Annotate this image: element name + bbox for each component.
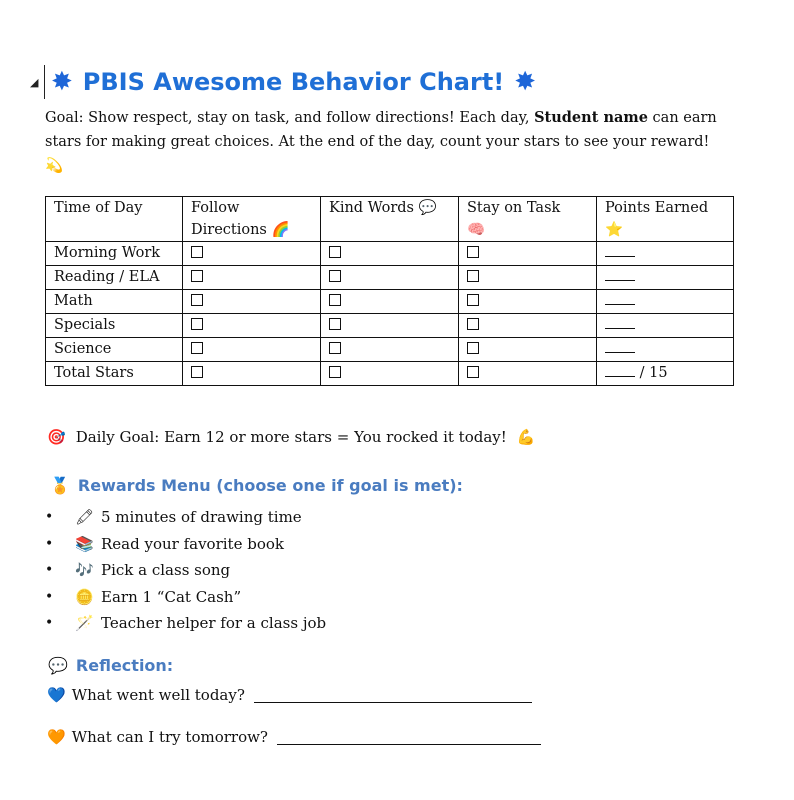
reflection-heading: 💬 Reflection: — [48, 656, 174, 675]
behavior-table — [45, 196, 734, 386]
checkbox[interactable] — [329, 342, 341, 354]
time-cell: Science — [46, 338, 183, 362]
checkbox[interactable] — [467, 318, 479, 330]
page-title: PBIS Awesome Behavior Chart! — [82, 68, 505, 96]
points-blank[interactable] — [605, 362, 635, 377]
header-follow-directions: Follow Directions 🌈 — [183, 197, 321, 242]
points-blank[interactable] — [605, 242, 635, 257]
checkbox[interactable] — [467, 246, 479, 258]
checkbox[interactable] — [191, 246, 203, 258]
header-time-of-day: Time of Day — [46, 197, 183, 242]
speech-bubble-icon: 💬 — [418, 200, 437, 216]
answer-line[interactable] — [254, 688, 532, 703]
table-row — [46, 266, 734, 290]
list-item: • 🎶 Pick a class song — [45, 561, 231, 580]
collapse-arrow-icon[interactable]: ◢ — [30, 75, 39, 89]
time-cell: Morning Work — [46, 242, 183, 266]
daily-goal — [47, 428, 535, 446]
points-blank[interactable] — [605, 338, 635, 353]
table-row — [46, 338, 734, 362]
rewards-heading: 🏅 Rewards Menu (choose one if goal is met): — [50, 476, 463, 495]
speech-bubble-icon: 💬 — [48, 656, 68, 675]
list-item: • 📚 Read your favorite book — [45, 534, 284, 553]
checkbox[interactable] — [467, 270, 479, 282]
list-item: • 🪄 Teacher helper for a class job — [45, 614, 327, 633]
time-cell: Reading / ELA — [46, 266, 183, 290]
points-blank[interactable] — [605, 290, 635, 305]
checkbox[interactable] — [191, 342, 203, 354]
checkbox[interactable] — [467, 294, 479, 306]
checkbox[interactable] — [467, 366, 479, 378]
time-cell: Total Stars — [46, 362, 183, 386]
time-cell: Math — [46, 290, 183, 314]
answer-line[interactable] — [277, 730, 541, 745]
total-out-of: / 15 — [639, 365, 668, 381]
dizzy-star-icon: 💫 — [45, 158, 64, 174]
checkbox[interactable] — [191, 366, 203, 378]
checkbox[interactable] — [329, 270, 341, 282]
daily-goal-text: Daily Goal: Earn 12 or more stars = You rocked it today! — [75, 428, 507, 446]
table-row — [46, 242, 734, 266]
rainbow-icon: 🌈 — [271, 222, 290, 238]
text-cursor — [44, 65, 45, 99]
books-icon: 📚 — [75, 534, 94, 553]
checkbox[interactable] — [191, 270, 203, 282]
medal-icon: 🏅 — [50, 476, 70, 495]
blue-heart-icon: 💙 — [47, 686, 66, 704]
checkbox[interactable] — [329, 366, 341, 378]
blue-splat-icon: ✸ — [51, 67, 73, 97]
reflection-question-1: 💙 What went well today? — [47, 686, 532, 704]
brain-icon: 🧠 — [467, 222, 486, 238]
star-icon: ⭐ — [605, 222, 624, 238]
table-header-row — [46, 197, 734, 242]
list-item: • 🖍 5 minutes of drawing time — [45, 508, 302, 527]
blue-splat-icon: ✸ — [514, 67, 537, 97]
header-kind-words: Kind Words 💬 — [321, 197, 459, 242]
checkbox[interactable] — [191, 318, 203, 330]
checkbox[interactable] — [329, 318, 341, 330]
reflection-question-2: 🧡 What can I try tomorrow? — [47, 728, 541, 746]
title-row — [30, 60, 770, 104]
music-notes-icon: 🎶 — [75, 561, 94, 580]
orange-heart-icon: 🧡 — [47, 728, 66, 746]
checkbox[interactable] — [329, 294, 341, 306]
magic-wand-icon: 🪄 — [75, 614, 94, 633]
coin-icon: 🪙 — [75, 587, 94, 606]
rewards-list — [45, 504, 326, 637]
checkbox[interactable] — [329, 246, 341, 258]
student-name: Student name — [534, 109, 648, 126]
points-blank[interactable] — [605, 314, 635, 329]
header-points-earned: Points Earned ⭐ — [597, 197, 734, 242]
flexed-arm-icon: 💪 — [516, 428, 536, 446]
table-row — [46, 314, 734, 338]
list-item: • 🪙 Earn 1 “Cat Cash” — [45, 587, 242, 606]
table-row — [46, 290, 734, 314]
intro-paragraph: Goal: Show respect, stay on task, and follow directions! Each day, Student name can earn stars for making great choices. At the end of the day, count your stars to see your reward! 💫 — [45, 106, 745, 178]
time-cell: Specials — [46, 314, 183, 338]
table-row — [46, 362, 734, 386]
checkbox[interactable] — [467, 342, 479, 354]
crayon-icon: 🖍 — [75, 508, 95, 527]
header-stay-on-task: Stay on Task 🧠 — [459, 197, 597, 242]
points-blank[interactable] — [605, 266, 635, 281]
target-icon: 🎯 — [47, 428, 66, 446]
checkbox[interactable] — [191, 294, 203, 306]
